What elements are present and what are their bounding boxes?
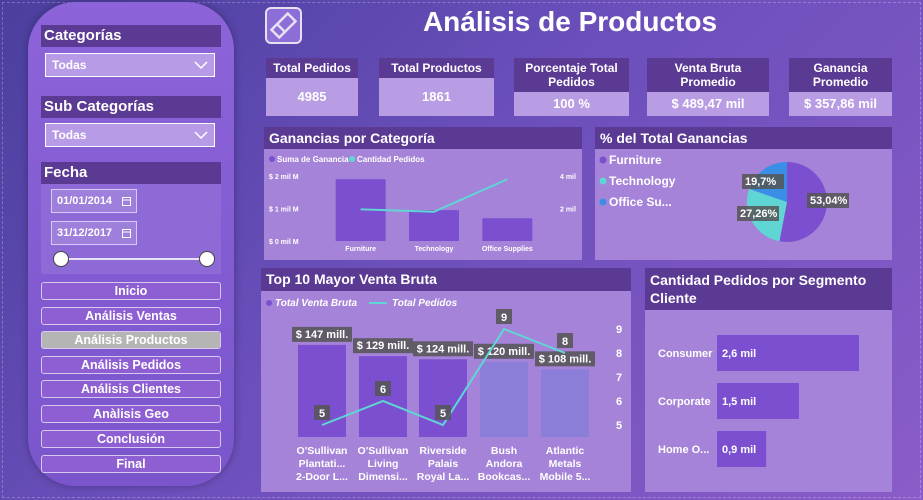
end-date-value: 31/12/2017 <box>57 227 113 239</box>
legend-label: Office Su... <box>609 195 672 209</box>
y2-tick-label: 8 <box>615 348 623 360</box>
legend-marker <box>600 199 607 206</box>
kpi-value: 100 % <box>514 92 629 116</box>
nav-button[interactable]: Conclusión <box>41 430 221 448</box>
kpi-value: 1861 <box>379 78 494 116</box>
data-label: $ 108 mill. <box>538 353 592 366</box>
data-label: 0,9 mil <box>722 444 757 456</box>
y2-tick-label: 7 <box>615 372 623 384</box>
legend-marker <box>349 156 355 162</box>
data-label: 2,6 mil <box>722 348 757 360</box>
bar <box>480 362 528 437</box>
chevron-down-icon <box>194 131 208 139</box>
y2-tick-label: 9 <box>615 324 623 336</box>
data-label: 6 <box>379 384 387 396</box>
x-tick-label: Riverside <box>419 445 467 457</box>
data-label: $ 120 mill. <box>477 345 531 358</box>
x-tick-label: Bush <box>490 445 518 457</box>
x-tick-label: Mobile 5... <box>539 471 591 483</box>
nav-button[interactable]: Final <box>41 455 221 473</box>
kpi-value: 4985 <box>266 78 358 116</box>
calendar-icon[interactable] <box>122 229 131 238</box>
nav-button[interactable]: Anàlisis Geo <box>41 405 221 423</box>
date-slider-track[interactable] <box>60 258 208 260</box>
x-tick-label: Metals <box>548 458 582 470</box>
y-tick-label: $ 0 mil M <box>269 239 299 246</box>
x-tick-label: Furniture <box>345 246 377 253</box>
nav-button[interactable]: Análisis Clientes <box>41 380 221 398</box>
bar <box>298 345 346 437</box>
y-tick-label: $ 2 mil M <box>269 174 299 181</box>
kpi-title: Venta Bruta Promedio <box>647 58 769 92</box>
y-category-label: Corporate <box>658 396 711 408</box>
start-date-input[interactable] <box>51 189 137 213</box>
kpi-title: Total Productos <box>379 58 494 78</box>
nav-button[interactable]: Inicio <box>41 282 221 300</box>
nav-button[interactable]: Análisis Pedidos <box>41 356 221 374</box>
legend-label: Furniture <box>609 153 662 167</box>
data-label: $ 124 mill. <box>416 343 470 356</box>
kpi-value: $ 357,86 mil <box>789 92 892 116</box>
eraser-icon <box>267 9 300 42</box>
total-ganancias-pie-chart <box>595 149 892 260</box>
ganancias-categoria-chart <box>264 149 582 260</box>
end-date-input[interactable] <box>51 221 137 245</box>
start-date-value: 01/01/2014 <box>57 195 113 207</box>
kpi-title: Total Pedidos <box>266 58 358 78</box>
fecha-slicer-title: Fecha <box>41 162 221 184</box>
bar <box>409 210 459 241</box>
bar <box>541 369 589 437</box>
legend-marker <box>600 157 607 164</box>
x-tick-label: Dimensi... <box>358 471 408 483</box>
date-slider-end-handle[interactable] <box>199 251 215 267</box>
bar <box>359 356 407 437</box>
data-label: $ 147 mill. <box>295 328 349 341</box>
kpi-value: $ 489,47 mil <box>647 92 769 116</box>
segmento-title: Cantidad Pedidos por Segmento Cliente <box>645 268 892 310</box>
data-label: 53,04% <box>810 195 848 207</box>
x-tick-label: Bookcas... <box>477 471 531 483</box>
segmento-chart <box>645 310 892 492</box>
categorias-selected: Todas <box>52 58 87 72</box>
x-tick-label: Atlantic <box>545 445 585 457</box>
data-label: 27,26% <box>740 208 778 220</box>
x-tick-label: O'Sullivan <box>357 445 409 457</box>
subcategorias-selected: Todas <box>52 128 87 142</box>
x-tick-label: O'Sullivan <box>296 445 348 457</box>
report-logo-icon[interactable] <box>265 7 302 44</box>
y-category-label: Consumer <box>658 348 713 360</box>
legend-marker <box>266 300 272 306</box>
legend-label: Cantidad Pedidos <box>357 155 425 164</box>
y2-tick-label: 4 mil <box>560 174 576 181</box>
y-category-label: Home O... <box>658 444 710 456</box>
date-slider-start-handle[interactable] <box>53 251 69 267</box>
data-label: 1,5 mil <box>722 396 757 408</box>
x-tick-label: Royal La... <box>416 471 470 483</box>
bar <box>482 218 532 241</box>
x-tick-label: Living <box>367 458 399 470</box>
nav-button[interactable]: Análisis Productos <box>41 331 221 349</box>
subcategorias-slicer-title: Sub Categorías <box>41 96 221 118</box>
y2-tick-label: 5 <box>615 420 623 432</box>
x-tick-label: 2-Door L... <box>296 471 348 483</box>
data-label: $ 129 mill. <box>356 340 410 353</box>
x-tick-label: Technology <box>414 246 454 253</box>
x-tick-label: Office Supplies <box>481 246 533 253</box>
legend-label: Total Pedidos <box>392 298 458 309</box>
legend-label: Total Venta Bruta <box>275 298 358 309</box>
nav-button[interactable]: Análisis Ventas <box>41 307 221 325</box>
subcategorias-dropdown[interactable] <box>45 123 215 147</box>
total-ganancias-title: % del Total Ganancias <box>595 127 892 149</box>
y-tick-label: $ 1 mil M <box>269 206 299 214</box>
x-tick-label: Andora <box>485 458 523 470</box>
y2-tick-label: 2 mil <box>560 206 576 214</box>
data-label: 5 <box>439 408 447 420</box>
chevron-down-icon <box>194 61 208 69</box>
data-label: 5 <box>318 408 326 420</box>
top10-chart <box>261 291 631 492</box>
categorias-dropdown[interactable] <box>45 53 215 77</box>
x-tick-label: Plantati... <box>298 458 346 470</box>
data-label: 19,7% <box>745 176 777 188</box>
kpi-title: Ganancia Promedio <box>789 58 892 92</box>
top10-title: Top 10 Mayor Venta Bruta <box>261 268 631 291</box>
kpi-title: Porcentaje Total Pedidos <box>514 58 629 92</box>
data-label: 9 <box>500 312 508 324</box>
legend-label: Suma de Ganancia <box>277 155 349 164</box>
categorias-slicer-title: Categorías <box>41 25 221 47</box>
legend-label: Technology <box>609 174 676 188</box>
data-label: 8 <box>561 336 569 348</box>
legend-marker <box>269 156 275 162</box>
x-tick-label: Palais <box>427 458 459 470</box>
calendar-icon[interactable] <box>122 197 131 206</box>
legend-marker <box>600 178 607 185</box>
y2-tick-label: 6 <box>615 396 623 408</box>
ganancias-categoria-title: Ganancias por Categoría <box>264 127 582 149</box>
page-title: Análisis de Productos <box>422 6 718 37</box>
